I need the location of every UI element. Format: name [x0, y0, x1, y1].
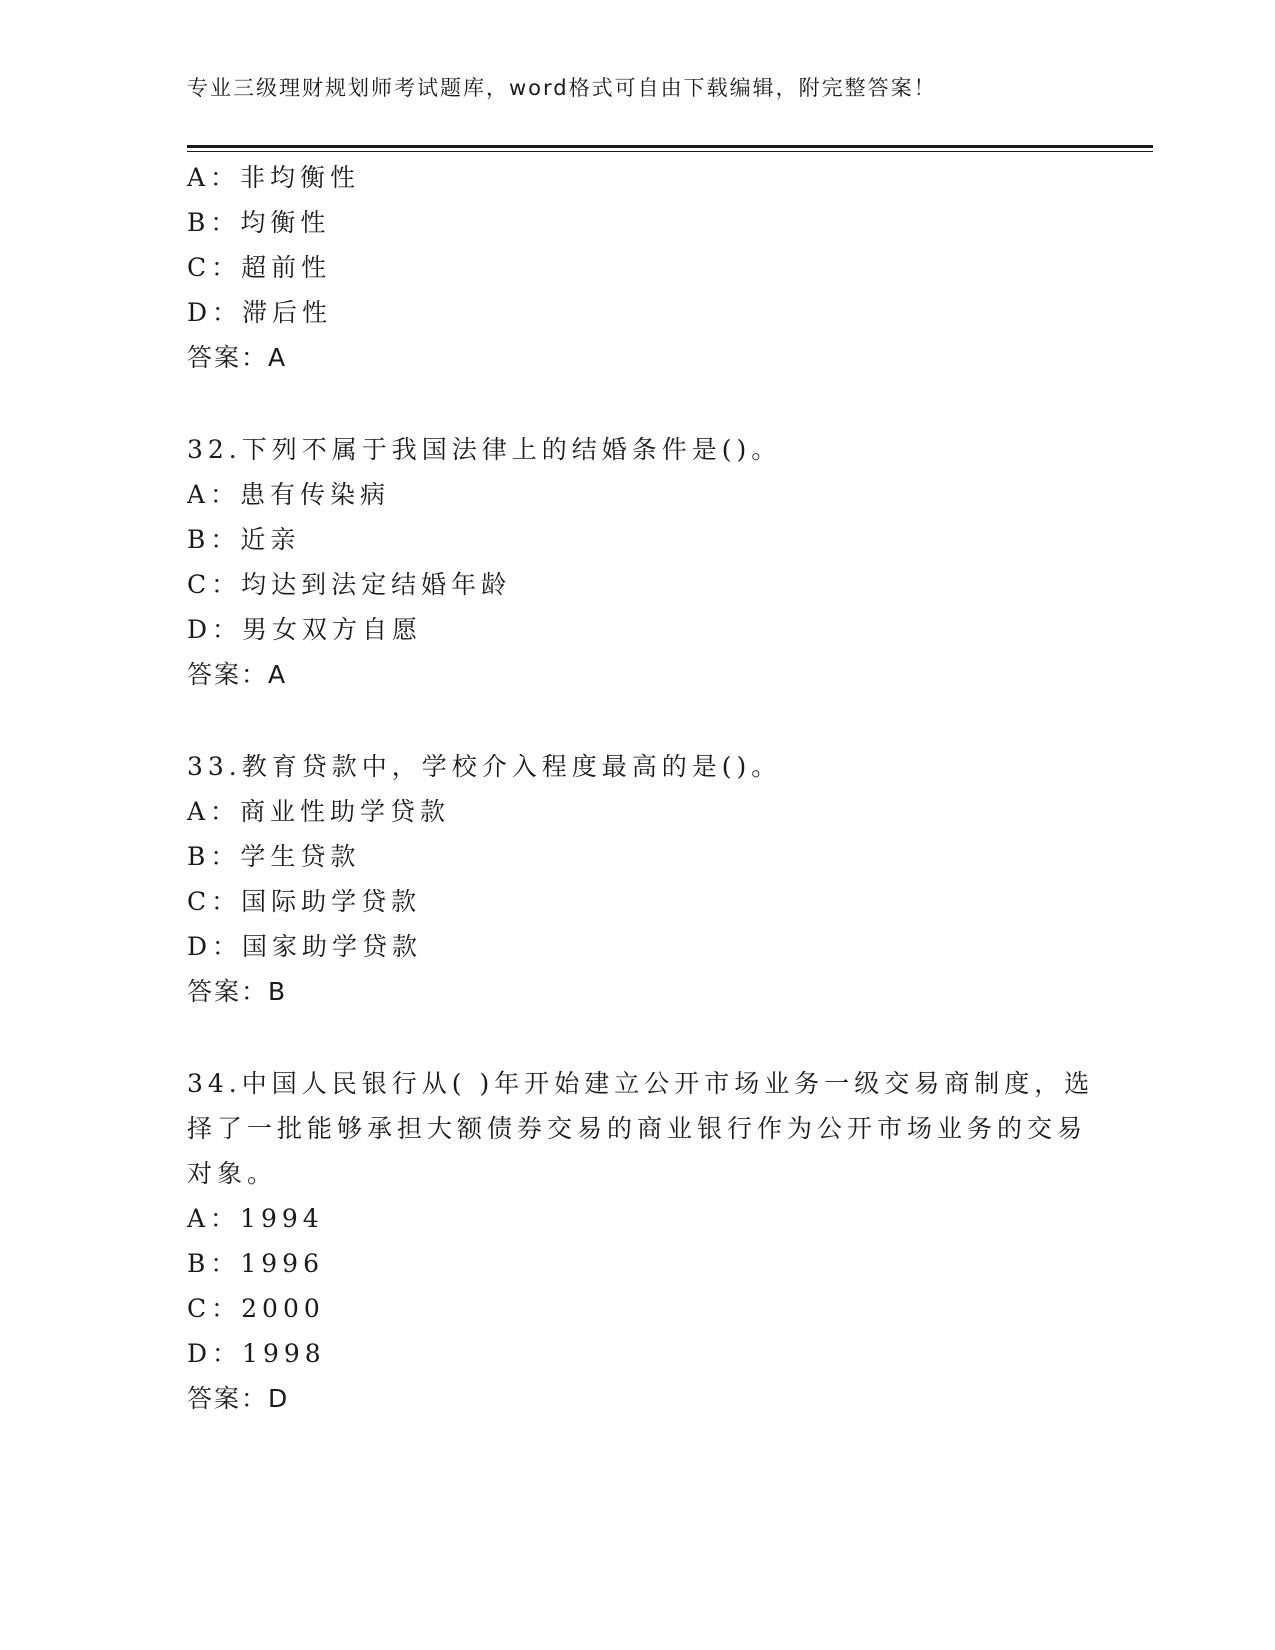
- option-a: A：非均衡性: [187, 163, 361, 192]
- option-d: D：1998: [187, 1339, 326, 1368]
- option-b: B：学生贷款: [187, 842, 361, 871]
- option-b: B：近亲: [187, 525, 301, 554]
- option-a: A：1994: [187, 1204, 324, 1233]
- spacer: [187, 380, 1087, 427]
- option-b: B：1996: [187, 1249, 324, 1278]
- answer: 答案：A: [187, 343, 288, 372]
- question-list: [187, 155, 1095, 1421]
- option-b: B：均衡性: [187, 208, 331, 237]
- spacer: [187, 697, 1087, 744]
- question-34: [187, 1061, 1095, 1421]
- question-stem-line-2: 择了一批能够承担大额债券交易的商业银行作为公开市场业务的交易: [187, 1114, 1088, 1143]
- option-d: D：男女双方自愿: [187, 615, 423, 644]
- option-a: A：患有传染病: [187, 480, 391, 509]
- answer: 答案：B: [187, 977, 288, 1006]
- option-c: C：2000: [187, 1294, 325, 1323]
- document-header: 专业三级理财规划师考试题库，word格式可自由下载编辑，附完整答案！: [187, 76, 937, 100]
- answer: 答案：A: [187, 660, 288, 689]
- spacer: [187, 1014, 1087, 1061]
- question-stem-line-3: 对象。: [187, 1159, 278, 1188]
- question-stem: 33.教育贷款中，学校介入程度最高的是()。: [187, 752, 782, 781]
- option-c: C：国际助学贷款: [187, 887, 422, 916]
- option-a: A：商业性助学贷款: [187, 797, 451, 826]
- question-stem: 32.下列不属于我国法律上的结婚条件是()。: [187, 435, 782, 464]
- option-c: C：超前性: [187, 253, 332, 282]
- option-d: D：国家助学贷款: [187, 932, 423, 961]
- question-stem-line-1: 34.中国人民银行从( )年开始建立公开市场业务一级交易商制度，选: [187, 1069, 1095, 1098]
- question-32: [187, 427, 1087, 697]
- answer: 答案：D: [187, 1384, 290, 1413]
- option-d: D：滞后性: [187, 298, 333, 327]
- question-31: [187, 155, 1087, 380]
- header-rule-thick: [187, 145, 1153, 148]
- question-33: [187, 744, 1087, 1014]
- option-c: C：均达到法定结婚年龄: [187, 570, 512, 599]
- header-rule-thin: [187, 151, 1153, 152]
